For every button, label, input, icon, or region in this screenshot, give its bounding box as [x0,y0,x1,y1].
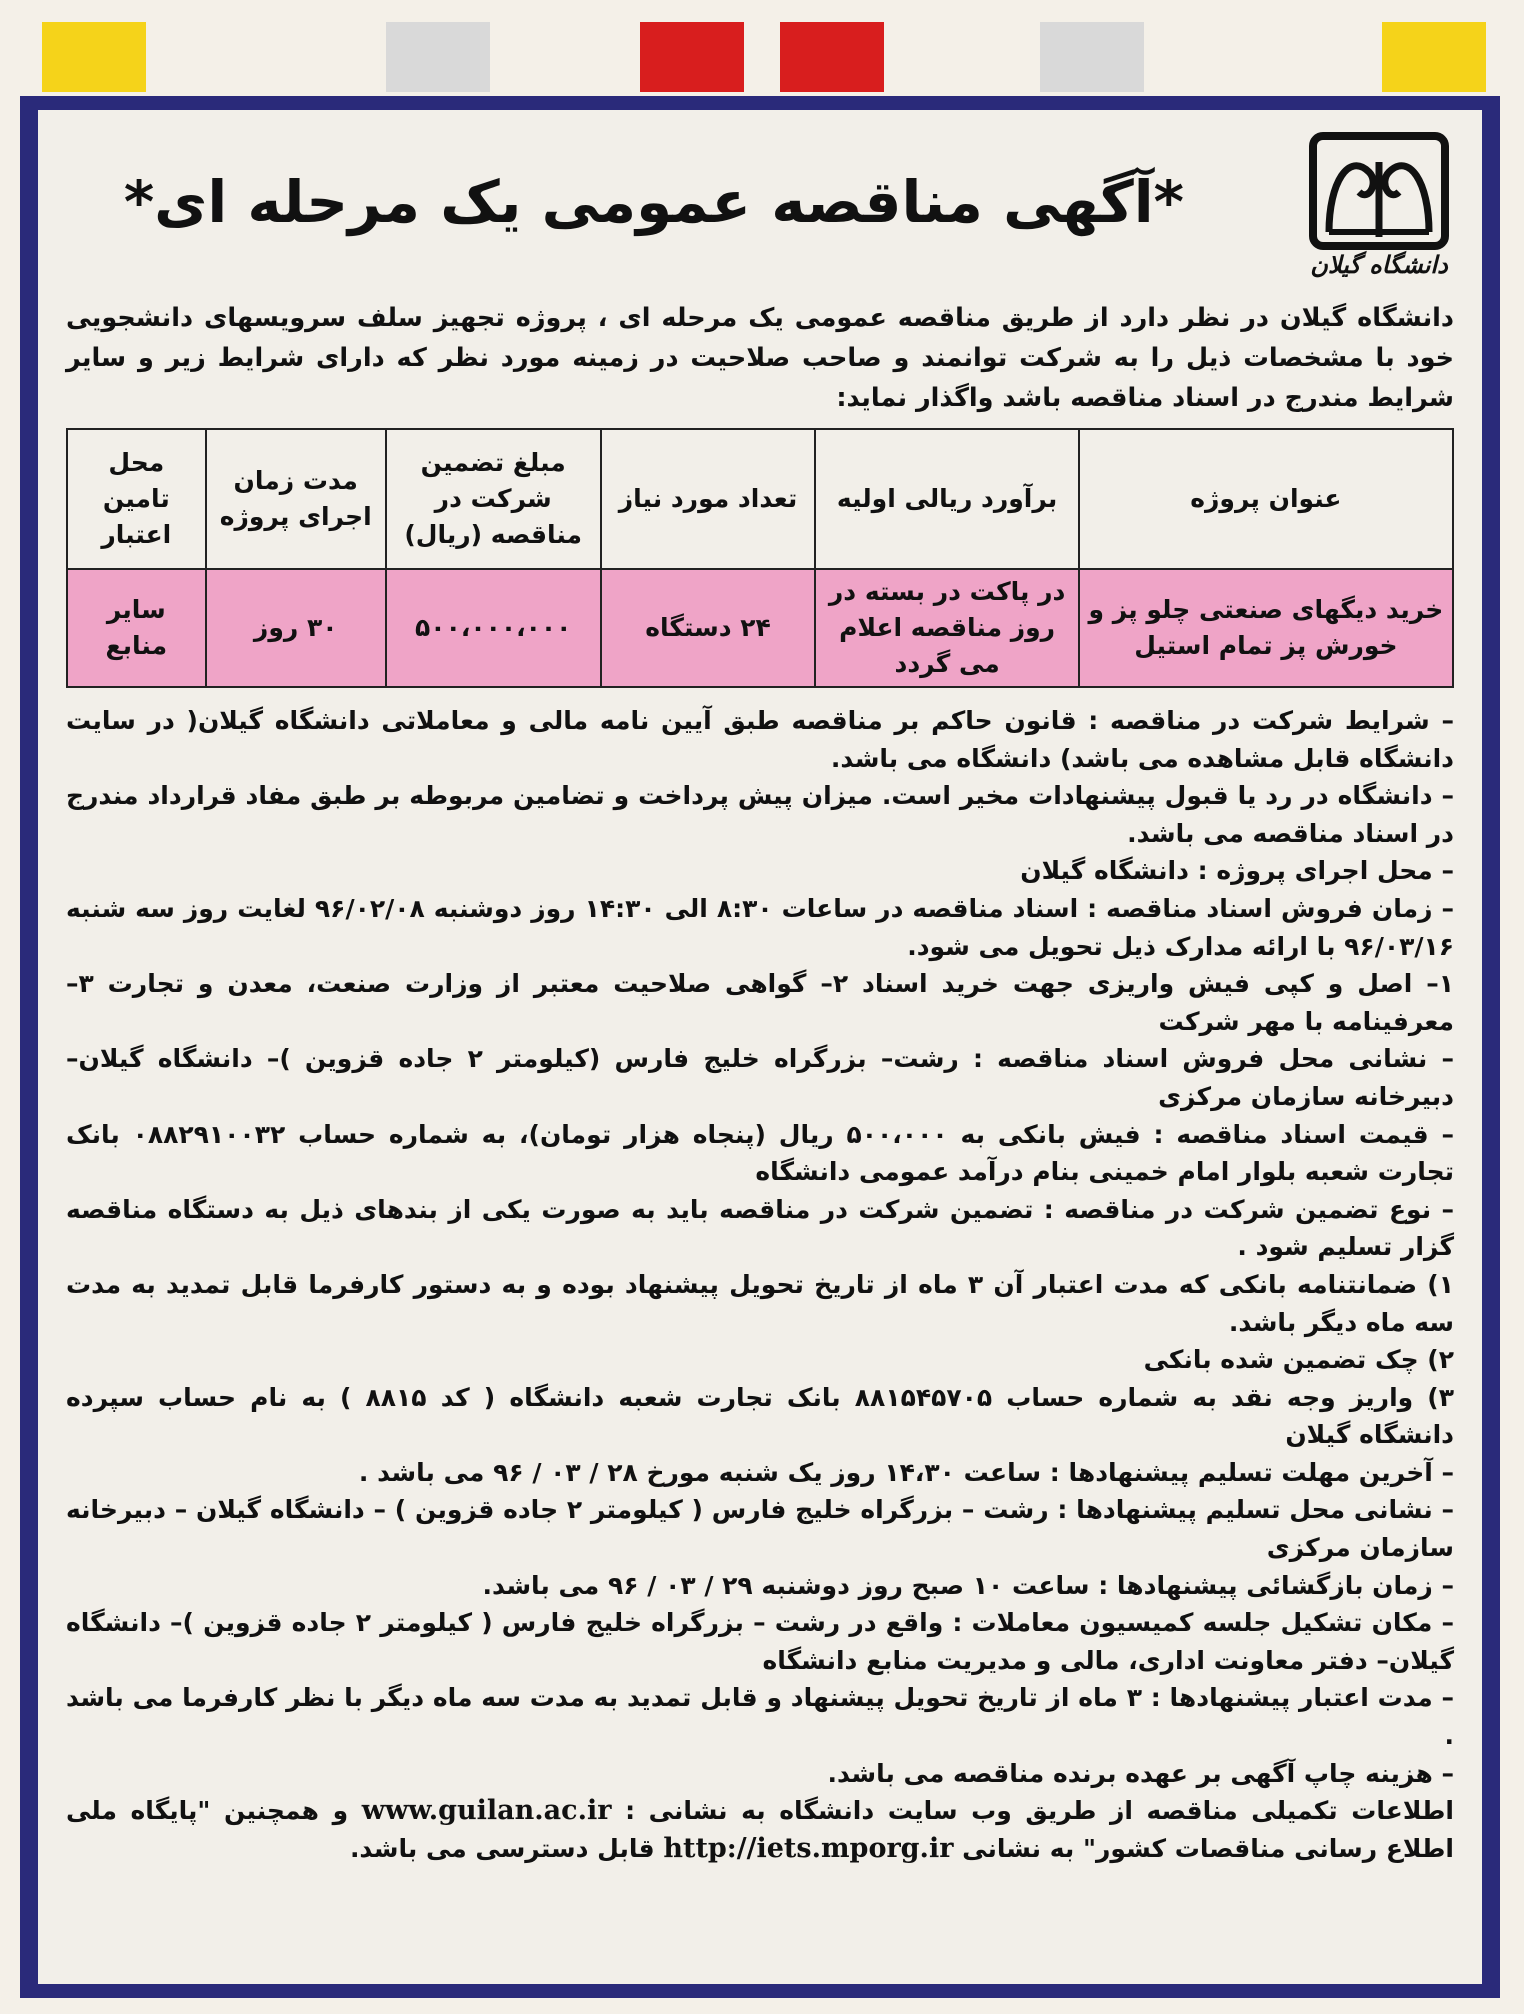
table-header-row [67,429,1453,569]
table-cell: سایر منابع [67,569,206,687]
condition-item: – شرایط شرکت در مناقصه : قانون حاکم بر مناقصه طبق آیین نامه مالی و معاملاتی دانشگاه گیلان( در سایت دانشگاه قابل مشاهده می باشد) دانشگاه می باشد. [66,706,1454,773]
condition-item: – مکان تشکیل جلسه کمیسیون معاملات : واقع در رشت – بزرگراه خلیج فارس ( کیلومتر ۲ جاده قزوین )– دانشگاه گیلان– دفتر معاونت اداری، مالی و مدیریت منابع دانشگاه [66,1608,1454,1675]
swatch-gray [386,22,490,92]
table-cell: ۵۰۰،۰۰۰،۰۰۰ [386,569,601,687]
condition-item: ۱– اصل و کپی فیش واریزی جهت خرید اسناد ۲– گواهی صلاحیت معتبر از وزارت صنعت، معدن و تجارت ۳– معرفینامه با مهر شرکت [66,969,1454,1036]
condition-item: – مدت اعتبار پیشنهادها : ۳ ماه از تاریخ تحویل پیشنهاد و قابل تمدید به مدت سه ماه دیگر با نظر کارفرما می باشد . [66,1683,1454,1751]
condition-item: – زمان فروش اسناد مناقصه : اسناد مناقصه در ساعات ۸:۳۰ الی ۱۴:۳۰ روز دوشنبه ۹۶/۰۲/۰۸ لغایت روز سه شنبه ۹۶/۰۳/۱۶ با ارائه مدارک ذیل تحویل می شود. [66,893,1454,961]
table-row [67,569,1453,687]
column-header: محل تامین اعتبار [67,429,206,569]
logo-caption: دانشگاه گیلان [1310,250,1448,279]
footer-text: اطلاعات تکمیلی مناقصه از طریق وب سایت دانشگاه به نشانی : [625,1796,1454,1826]
condition-item: – نشانی محل تسلیم پیشنهادها : رشت – بزرگراه خلیج فارس ( کیلومتر ۲ جاده قزوین ) – دانشگاه گیلان – دبیرخانه سازمان مرکزی [66,1495,1455,1563]
condition-item: – نوع تضمین شرکت در مناقصه : تضمین شرکت در مناقصه باید به صورت یکی از بندهای ذیل به دستگاه مناقصه گزار تسلیم شود . [66,1194,1454,1262]
footer-text: قابل دسترسی می باشد. [349,1833,655,1863]
iets-link[interactable]: http://iets.mporg.ir [663,1832,954,1864]
website-link[interactable]: www.guilan.ac.ir [361,1795,612,1827]
project-table [66,428,1454,688]
university-logo [1304,132,1454,292]
condition-item: ۱) ضمانتنامه بانکی که مدت اعتبار آن ۳ ماه از تاریخ تحویل پیشنهاد بوده و به دستور کارفرما قابل تمدید به مدت سه ماه دیگر باشد. [66,1269,1454,1337]
footer-text: و همچنین "پایگاه ملی اطلاع رسانی مناقصات کشور" به نشانی [66,1796,1454,1863]
table-cell: خرید دیگهای صنعتی چلو پز و خورش پز تمام استیل [1079,569,1453,687]
swatch-gray [1040,22,1144,92]
condition-item: – هزینه چاپ آگهی بر عهده برنده مناقصه می باشد. [827,1758,1454,1788]
footer-info [66,1792,1454,1867]
column-header: عنوان پروژه [1079,429,1453,569]
condition-item: ۲) چک تضمین شده بانکی [1143,1345,1454,1375]
swatch-yellow [42,22,146,92]
swatch-red [640,22,744,92]
condition-item: – نشانی محل فروش اسناد مناقصه : رشت– بزرگراه خلیج فارس (کیلومتر ۲ جاده قزوین )– دانشگاه گیلان– دبیرخانه سازمان مرکزی [66,1044,1454,1111]
column-header: مبلغ تضمین شرکت در مناقصه (ریال) [386,429,601,569]
swatch-red [780,22,884,92]
table-cell: در پاکت در بسته در روز مناقصه اعلام می گردد [815,569,1078,687]
condition-item: – محل اجرای پروژه : دانشگاه گیلان [1020,856,1454,886]
column-header: برآورد ریالی اولیه [815,429,1078,569]
table-cell: ۳۰ روز [206,569,386,687]
column-header: تعداد مورد نیاز [601,429,816,569]
table-cell: ۲۴ دستگاه [601,569,816,687]
color-calibration-bar [0,14,1524,94]
ad-frame [20,96,1500,1998]
conditions-list [66,702,1454,1867]
ad-header [66,128,1454,298]
condition-item: – قیمت اسناد مناقصه : فیش بانکی به ۵۰۰،۰۰۰ ریال (پنجاه هزار تومان)، به شماره حساب ۰۸۸۲۹۱۰۰۳۲ بانک تجارت شعبه بلوار امام خمینی بنام درآمد عمومی دانشگاه [66,1119,1454,1187]
intro-paragraph: دانشگاه گیلان در نظر دارد از طریق مناقصه عمومی یک مرحله ای ، پروژه تجهیز سلف سرویسهای دانشجویی خود با مشخصات ذیل را به شرکت توانمند و صاحب صلاحیت در زمینه مورد نظر که دارای شرایط زیر و سایر شرایط مندرج در اسناد مناقصه باشد واگذار نماید: [66,303,1454,413]
condition-item: – دانشگاه در رد یا قبول پیشنهادات مخیر است. میزان پیش پرداخت و تضامین مربوطه بر طبق مفاد قرارداد مندرج در اسناد مناقصه می باشد. [66,781,1454,848]
ad-title: *آگهی مناقصه عمومی یک مرحله ای* [123,168,1184,236]
guilan-logo-icon [1309,132,1449,250]
condition-item: – آخرین مهلت تسلیم پیشنهادها : ساعت ۱۴،۳۰ روز یک شنبه مورخ ۲۸ / ۰۳ / ۹۶ می باشد . [358,1457,1454,1487]
ad-content [38,110,1482,1984]
condition-item: ۳) واریز وجه نقد به شماره حساب ۸۸۱۵۴۵۷۰۵ بانک تجارت شعبه دانشگاه ( کد ۸۸۱۵ ) به نام حساب سپرده دانشگاه گیلان [66,1382,1454,1450]
swatch-yellow [1382,22,1486,92]
column-header: مدت زمان اجرای پروژه [206,429,386,569]
condition-item: – زمان بازگشائی پیشنهادها : ساعت ۱۰ صبح روز دوشنبه ۲۹ / ۰۳ / ۹۶ می باشد. [482,1570,1454,1600]
